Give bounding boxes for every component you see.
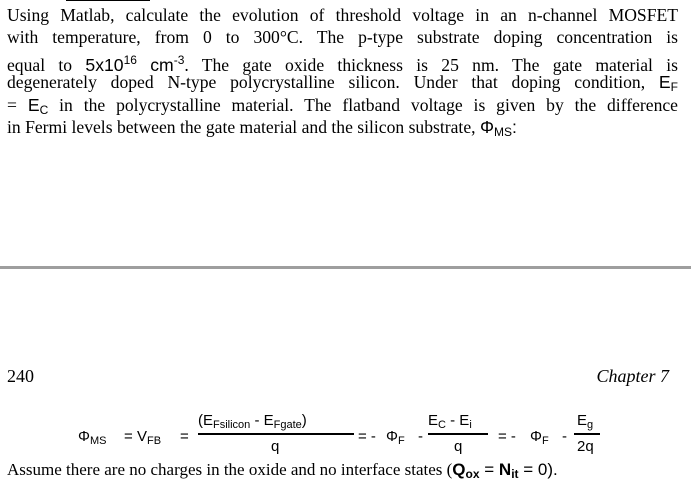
phi-f-2: $\Phi_F$ — [530, 428, 549, 447]
decorative-rule-top — [66, 0, 150, 1]
phi-ms: $\Phi_{MS}$ — [78, 428, 107, 447]
fraction-1-denominator: q — [271, 438, 280, 455]
equals-4: = - — [498, 428, 516, 445]
q-ox-symbol: Qox — [452, 460, 480, 481]
phi-f-1: $\Phi_F$ — [386, 428, 405, 447]
equals-3: = - — [358, 428, 376, 445]
minus-1: - — [418, 428, 423, 445]
fraction-1-bar — [198, 433, 354, 435]
fermi-level-symbol: EF — [658, 72, 678, 95]
equals-1: = — [124, 428, 133, 445]
doping-value: $5x10^{16}$ — [85, 52, 137, 75]
problem-line-4: degenerately doped N-type polycrystalline silicon. Under that doping condition, EF — [7, 72, 678, 95]
problem-line-6: in Fermi levels between the gate material and the silicon substrate, ΦMS: — [7, 116, 517, 139]
minus-2: - — [562, 428, 567, 445]
flatband-equation — [0, 408, 691, 460]
assumption-statement: Assume there are no charges in the oxide and no interface states (Qox = Nit = 0). — [7, 460, 558, 481]
v-fb: $V_{FB}$ — [137, 428, 162, 447]
chapter-heading: Chapter 7 — [596, 366, 669, 386]
fraction-2-numerator: $E_C - E_i$ — [428, 412, 472, 431]
fraction-3-numerator: $E_g$ — [577, 412, 594, 431]
n-it-symbol: Nit — [498, 460, 519, 481]
conduction-band-symbol: EC — [27, 94, 49, 117]
fraction-2-denominator: q — [454, 438, 463, 455]
problem-statement — [7, 4, 678, 138]
fraction-1-numerator: $(E_{Fsilicon} - E_{Fgate})$ — [198, 412, 307, 431]
fraction-2-bar — [428, 433, 488, 435]
fraction-3-bar — [574, 433, 600, 435]
equals-2: = — [180, 428, 189, 445]
page-divider — [0, 266, 691, 269]
page-number: 240 — [7, 366, 34, 386]
phi-ms-symbol: ΦMS: — [479, 116, 517, 139]
problem-line-2: with temperature, from 0 to 300°C. The p-type substrate doping concentration is — [7, 27, 678, 48]
problem-line-5: = EC in the polycrystalline material. The flatband voltage is given by the difference — [7, 94, 678, 117]
fraction-3-denominator: 2q — [577, 438, 594, 455]
doping-unit: $cm^{-3}$ — [150, 52, 185, 75]
problem-line-3: equal to $5x10^{16}$ $cm^{-3}$. The gate oxide thickness is 25 nm. The gate material is — [7, 52, 678, 75]
problem-line-1: Using Matlab, calculate the evolution of threshold voltage in an n-channel MOSFET — [7, 5, 678, 25]
